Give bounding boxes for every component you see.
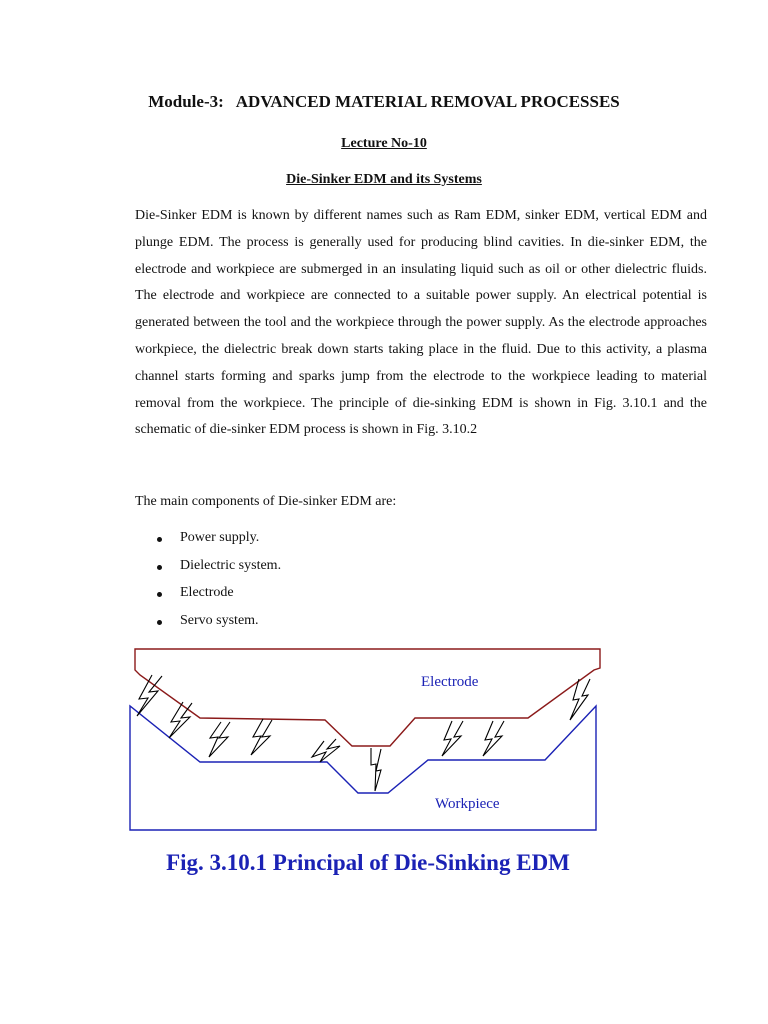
workpiece-label: Workpiece bbox=[435, 796, 500, 812]
section-title: Die-Sinker EDM and its Systems bbox=[286, 172, 482, 187]
workpiece-outline bbox=[130, 706, 596, 830]
spark-icon bbox=[209, 722, 230, 757]
spark-icon bbox=[483, 721, 504, 756]
lecture-number: Lecture No-10 bbox=[341, 136, 427, 151]
sparks-group bbox=[137, 675, 590, 791]
list-item: Dielectric system. bbox=[135, 558, 281, 586]
list-item: Electrode bbox=[135, 585, 281, 613]
module-label: Module-3: bbox=[148, 92, 224, 111]
list-item: Power supply. bbox=[135, 530, 281, 558]
spark-icon bbox=[442, 721, 463, 756]
spark-icon bbox=[371, 748, 381, 791]
spark-icon bbox=[169, 702, 192, 738]
body-paragraph: Die-Sinker EDM is known by different names such as Ram EDM, sinker EDM, vertical EDM and plunge EDM. The process is generally used for producing blind cavities. In die-sinker EDM, the electrode and workpiece are submerged in an insulating liquid such as oil or other dielectric fluids. The electrode and workpiece are connected to a suitable power supply. An electrical potential is generated between the tool and the workpiece through the power supply. As the electrode approaches workpiece, the dielectric break down starts taking place in the fluid. Due to this activity, a plasma channel starts forming and sparks jump from the electrode to the workpiece leading to material removal from the workpiece. The principle of die-sinking EDM is shown in Fig. 3.10.1 and the schematic of die-sinker EDM process is shown in Fig. 3.10.2 bbox=[135, 208, 707, 438]
electrode-label: Electrode bbox=[421, 674, 479, 690]
spark-icon bbox=[251, 719, 272, 755]
list-item: Servo system. bbox=[135, 613, 281, 641]
spark-icon bbox=[312, 739, 340, 762]
module-name: ADVANCED MATERIAL REMOVAL PROCESSES bbox=[235, 92, 620, 111]
components-intro: The main components of Die-sinker EDM are: bbox=[135, 494, 397, 509]
electrode-outline bbox=[135, 649, 600, 746]
figure-caption: Fig. 3.10.1 Principal of Die-Sinking EDM bbox=[166, 850, 570, 875]
